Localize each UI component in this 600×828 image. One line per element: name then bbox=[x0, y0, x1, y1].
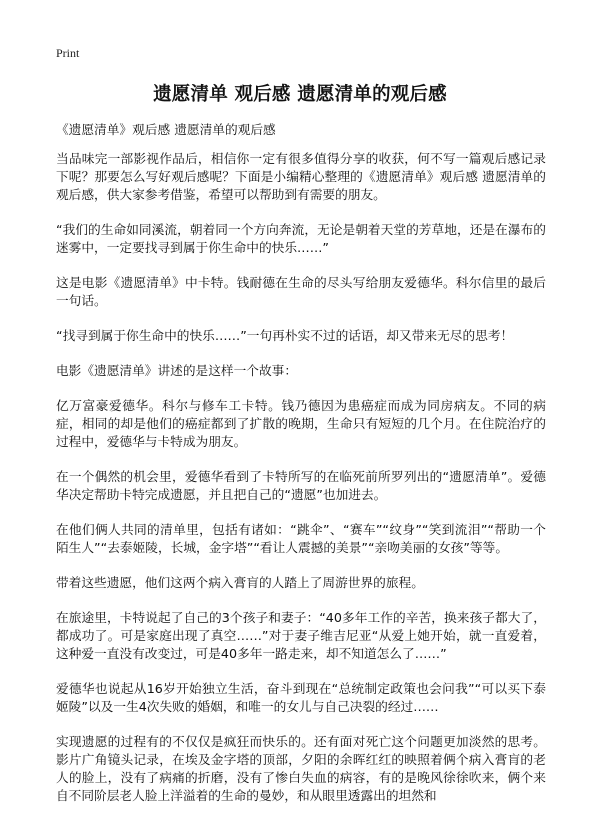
paragraph: 在一个偶然的机会里，爱德华看到了卡特所写的在临死前所罗列出的“遗愿清单”。爱德华决定帮助卡特完成遗愿，并且把自己的“遗愿”也加进去。 bbox=[56, 469, 546, 502]
page-title: 遗愿清单 观后感 遗愿清单的观后感 bbox=[153, 84, 447, 105]
article-body bbox=[56, 150, 546, 822]
page-subtitle: 《遗愿清单》观后感 遗愿清单的观后感 bbox=[56, 122, 276, 137]
paragraph: 在旅途里，卡特说起了自己的3个孩子和妻子：“40多年工作的辛苦，换来孩子都大了，都成功了。可是家庭出现了真空……”对于妻子维吉尼亚“从爱上她开始，就一直爱着，这种爱一直没有改变过，可是40多年一路走来，却不知道怎么了……” bbox=[56, 610, 546, 661]
paragraph: 爱德华也说起从16岁开始独立生活，奋斗到现在“总统制定政策也会问我”“可以买下泰姬陵”以及一生4次失败的婚姻，和唯一的女儿与自己决裂的经过…… bbox=[56, 681, 546, 714]
paragraph: 电影《遗愿清单》讲述的是这样一个故事： bbox=[56, 363, 298, 378]
paragraph: “找寻到属于你生命中的快乐……”一句再朴实不过的话语，却又带来无尽的思考！ bbox=[56, 328, 514, 343]
print-link[interactable]: Print bbox=[56, 46, 80, 60]
paragraph: 在他们俩人共同的清单里，包括有诸如：“跳伞”、“赛车”“纹身”“笑到流泪”“帮助一个陌生人”“去泰姬陵，长城，金字塔”“看让人震撼的美景”“亲吻美丽的女孩”等等。 bbox=[56, 522, 546, 555]
paragraph: 带着这些遗愿，他们这两个病入膏肓的人踏上了周游世界的旅程。 bbox=[56, 575, 424, 590]
paragraph-quote: “我们的生命如同溪流，朝着同一个方向奔流，无论是朝着天堂的芳草地，还是在瀑布的迷雾中，一定要找寻到属于你生命中的快乐……” bbox=[56, 222, 546, 255]
paragraph: 实现遗愿的过程有的不仅仅是疯狂而快乐的。还有面对死亡这个问题更加淡然的思考。影片广角镜头记录，在埃及金字塔的顶部，夕阳的余晖红红的映照着俩个病入膏肓的老人的脸上，没有了病痛的折磨，没有了惨白失血的病容，有的是晚风徐徐吹来，俩个来自不同阶层老人脸上洋溢着的生命的曼妙，和从眼里透露出的坦然和 bbox=[56, 734, 546, 803]
paragraph: 这是电影《遗愿清单》中卡特。钱耐德在生命的尽头写给朋友爱德华。科尔信里的最后一句话。 bbox=[56, 275, 546, 308]
paragraph: 亿万富豪爱德华。科尔与修车工卡特。钱乃德因为患癌症而成为同房病友。不同的病症，相同的却是他们的癌症都到了扩散的晚期，生命只有短短的几个月。在住院治疗的过程中，爱德华与卡特成为朋友。 bbox=[56, 398, 546, 449]
paragraph-intro: 当品味完一部影视作品后，相信你一定有很多值得分享的收获，何不写一篇观后感记录下呢？那要怎么写好观后感呢？下面是小编精心整理的《遗愿清单》观后感 遗愿清单的观后感，供大家参考借鉴，希望可以帮助到有需要的朋友。 bbox=[56, 151, 546, 202]
